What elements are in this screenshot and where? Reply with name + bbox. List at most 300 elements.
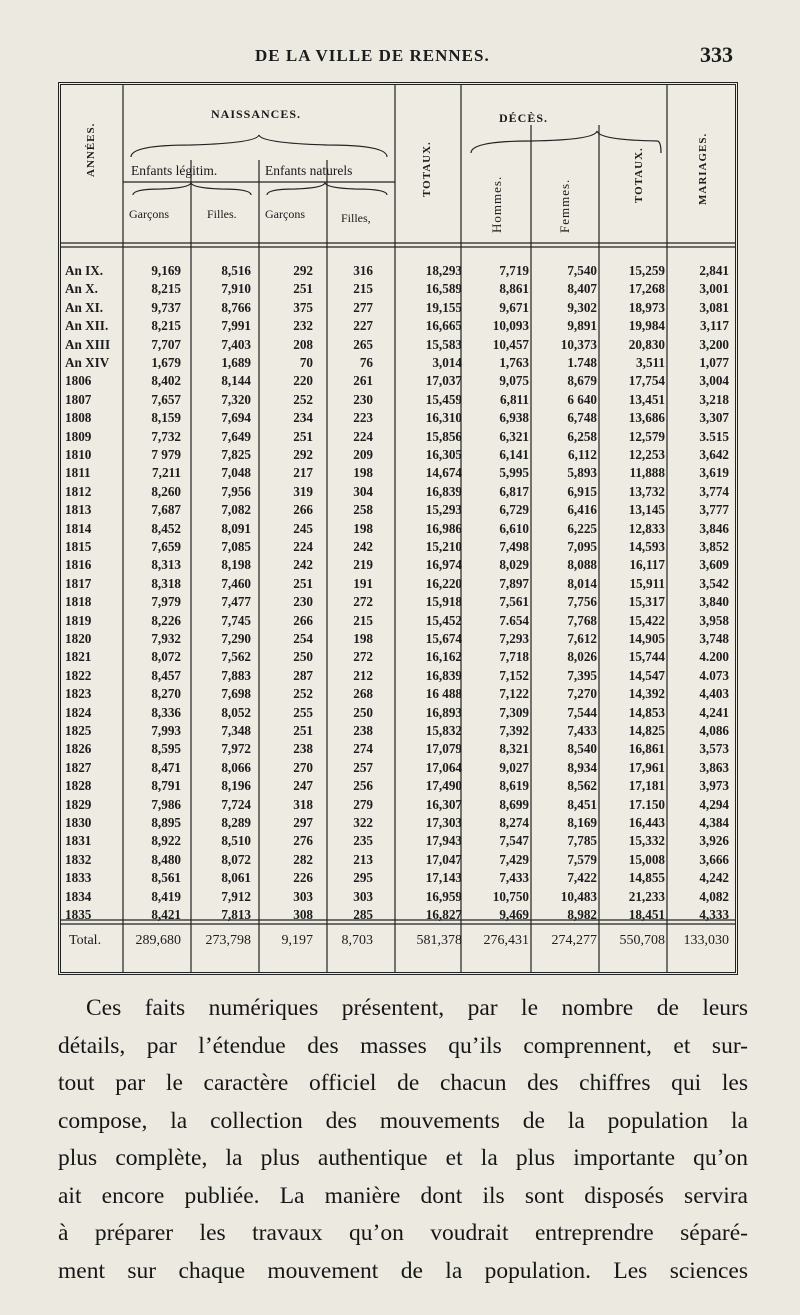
year-cell: 1806 [65,373,92,389]
table-cell: 8,407 [567,281,597,297]
table-cell: 7,659 [151,539,181,554]
year-cell: 1818 [65,594,92,610]
year-cell: An XIV [65,355,110,370]
table-cell: 4.200 [699,649,729,665]
table-cell: 5,995 [499,465,529,481]
table-cell: 7,912 [221,888,251,904]
table-cell: 224 [353,428,373,444]
table-row [61,521,735,538]
table-cell: 268 [353,686,373,702]
table-cell: 17,064 [425,759,462,775]
table-cell: 7,211 [152,465,181,481]
table-cell: 17,047 [425,851,462,867]
table-cell: 8,679 [567,373,597,389]
text-line: Ces faits numériques présentent, par le nombre de leurs [86,995,748,1021]
table-cell: 251 [293,281,313,297]
table-row [61,723,735,740]
table-row [61,429,735,446]
table-cell: 8,088 [567,557,597,573]
table-cell: 6 640 [567,391,597,407]
table-cell: 4,403 [699,686,729,702]
year-cell: 1822 [65,667,92,683]
table-cell: 7,293 [499,631,529,646]
text-line: ment sur chaque mouvement de la population. Les sciences [58,1257,748,1284]
table-cell: 272 [353,649,373,665]
table-cell: 272 [353,594,373,610]
table-cell: 15,210 [425,539,462,554]
table-cell: 3,973 [699,778,729,794]
table-cell: 7,290 [221,631,251,646]
table-cell: 8,510 [221,833,251,849]
table-cell: 3,642 [699,447,729,462]
table-cell: 7,095 [567,539,597,554]
table-cell: 7,719 [499,263,529,278]
total-row [61,933,735,953]
year-cell: An XI. [65,299,104,315]
running-title: DE LA VILLE DE RENNES. [255,46,490,65]
table-cell: 3,001 [699,281,729,297]
table-cell: 8,091 [221,520,251,536]
table-cell: 12,579 [628,428,665,444]
table-cell: 274 [353,741,373,757]
table-row [61,576,735,593]
table-cell: 7,979 [151,594,181,610]
year-cell: 1808 [65,410,92,426]
table-cell: 8,336 [151,704,181,720]
table-cell: 8,318 [151,575,181,591]
table-row [61,649,735,666]
table-cell: 15,856 [425,428,462,444]
table-cell: 7,562 [221,649,251,665]
table-row [61,447,735,464]
header-filles-naturels: Filles, [341,211,371,225]
table-row [61,539,735,556]
table-cell: 7,085 [221,539,251,554]
table-cell: 265 [353,336,373,352]
table-cell: 7,152 [499,667,529,683]
table-cell: 7,732 [151,428,181,444]
table-cell: 223 [353,410,373,426]
table-cell: 15,452 [425,612,462,628]
table-cell: 8,260 [151,483,181,499]
table-cell: 16,861 [628,741,665,757]
table-cell: 15,459 [425,391,462,407]
table-cell: 8,313 [151,557,181,573]
table-cell: 15,744 [628,649,665,665]
table-cell: 7,825 [221,447,251,462]
table-cell: 8,540 [567,741,597,757]
statistics-table [58,82,738,975]
table-cell: 8,144 [221,373,251,389]
table-cell: 15,317 [628,594,665,610]
table-cell: 7,972 [221,741,251,757]
table-cell: 227 [353,318,373,334]
table-cell: 7,910 [221,281,251,297]
year-cell: 1820 [65,631,92,646]
table-cell: 8,196 [221,778,251,794]
table-cell: 8,562 [567,778,597,794]
table-cell: 17,079 [425,741,462,757]
table-cell: 21,233 [628,888,665,904]
table-cell: 9,075 [499,373,529,389]
table-cell: 3,852 [699,539,729,554]
table-cell: 12,833 [628,520,665,536]
table-cell: 15,911 [629,575,665,591]
year-cell: 1816 [65,557,92,573]
table-cell: 14,593 [628,539,665,554]
table-cell: 7,392 [499,723,529,738]
table-cell: 8,457 [151,667,181,683]
table-cell: 1.748 [567,355,597,370]
table-cell: 3,081 [699,299,729,315]
table-cell: 8,934 [567,759,597,775]
table-cell: 8,861 [499,281,529,297]
table-cell: 13,686 [628,410,665,426]
total-cell: 274,277 [551,933,597,948]
table-cell: 8,072 [221,851,251,867]
table-cell: 16,220 [425,575,462,591]
table-cell: 1,077 [699,355,729,370]
table-cell: 16,974 [425,557,462,573]
table-row [61,907,735,924]
table-cell: 16,310 [425,410,462,426]
table-cell: 3,573 [699,741,729,757]
table-cell: 282 [293,851,313,867]
table-cell: 235 [353,833,373,849]
table-cell: 16,589 [425,281,462,297]
table-row [61,797,735,814]
table-cell: 308 [293,907,313,922]
table-cell: 16 488 [425,686,462,702]
table-cell: 255 [293,704,313,720]
header-mariages: MARIAGES. [697,132,709,205]
table-cell: 15,259 [628,263,665,278]
year-cell: 1824 [65,704,92,720]
table-cell: 9,891 [567,318,597,334]
table-cell: 3,748 [699,631,729,646]
total-cell: 8,703 [341,933,373,948]
table-row [61,760,735,777]
table-cell: 251 [293,428,313,444]
table-cell: 4,333 [699,907,729,922]
table-cell: 7,718 [499,649,529,665]
table-cell: 16,307 [425,796,462,812]
table-cell: 7,768 [567,612,597,628]
table-cell: 198 [353,520,373,536]
table-cell: 7,498 [499,539,529,554]
table-cell: 6,748 [567,410,597,426]
table-cell: 3,777 [699,502,729,518]
table-cell: 10,483 [560,888,597,904]
table-cell: 15,293 [425,502,462,518]
table-cell: 17,268 [628,281,665,297]
table-cell: 322 [353,815,373,830]
table-cell: 70 [299,355,313,370]
table-row [61,852,735,869]
table-cell: 8,421 [151,907,181,922]
table-row [61,870,735,887]
table-cell: 16,827 [425,907,462,922]
total-cell: 276,431 [483,933,529,948]
header-hommes: Hommes. [489,175,504,233]
table-row [61,281,735,298]
table-cell: 7,403 [221,336,251,352]
table-row [61,355,735,372]
table-cell: 7,348 [221,723,251,738]
table-cell: 3,117 [700,318,729,334]
table-row [61,815,735,832]
text-line: à préparer les travaux qu’on voudrait entreprendre séparé- [58,1220,748,1246]
table-cell: 6,938 [499,410,529,426]
header-enfants-naturels: Enfants naturels [265,163,353,178]
table-row [61,373,735,390]
table-cell: 295 [353,870,373,886]
table-cell: 7,657 [151,391,181,407]
table-cell: 375 [293,299,313,315]
table-row [61,557,735,574]
year-cell: 1817 [65,575,92,591]
total-cell: 581,378 [416,933,462,948]
table-cell: 7.654 [499,612,529,628]
table-cell: 7,986 [151,796,181,812]
year-cell: 1825 [65,723,92,738]
table-cell: 12,253 [628,447,665,462]
year-cell: 1835 [65,907,92,922]
table-cell: 215 [353,612,373,628]
table-cell: 7,082 [221,502,251,518]
table-cell: 7,897 [499,575,529,591]
table-cell: 8,791 [151,778,181,794]
table-cell: 7,756 [567,594,597,610]
table-cell: 18,451 [628,907,665,922]
table-cell: 16,162 [425,649,462,665]
year-cell: 1811 [65,465,91,481]
table-cell: 3,609 [699,557,729,573]
table-cell: 238 [293,741,313,757]
table-cell: 7,270 [567,686,597,702]
table-cell: 261 [353,373,373,389]
table-cell: 1,763 [499,355,529,370]
header-garcons-legitimes: Garçons [129,207,169,221]
table-cell: 16,839 [425,667,462,683]
text-line: détails, par l’étendue des masses qu’ils comprennent, et sur- [58,1032,748,1059]
table-row [61,741,735,758]
table-cell: 304 [353,483,373,499]
table-cell: 8,052 [221,704,251,720]
table-cell: 16,893 [425,704,462,720]
table-cell: 220 [293,373,313,389]
table-cell: 7,579 [567,851,597,867]
table-cell: 9,469 [499,907,529,922]
table-cell: 6,811 [500,391,529,407]
table-cell: 3,774 [699,483,729,499]
table-row [61,631,735,648]
table-cell: 6,141 [499,447,529,462]
table-cell: 266 [293,612,313,628]
year-cell: 1819 [65,612,92,628]
table-cell: 8,215 [151,281,181,297]
text-line: ait encore publiée. La manière dont ils sont disposés servira [58,1182,748,1209]
year-cell: 1834 [65,888,92,904]
table-cell: 8,516 [221,263,251,278]
table-cell: 7,320 [221,391,251,407]
table-cell: 7,122 [499,686,529,702]
table-cell: 292 [293,447,313,462]
table-cell: 3,511 [636,355,665,370]
table-cell: 8,066 [221,759,251,775]
table-cell: 17,961 [628,759,665,775]
table-cell: 19,984 [628,318,665,334]
table-cell: 4,294 [699,796,729,812]
table-cell: 16,986 [425,520,462,536]
text-line: tout par le caractère officiel de chacun des chiffres qui les [58,1070,748,1096]
year-cell: 1830 [65,815,92,830]
table-cell: 270 [293,759,313,775]
year-cell: 1828 [65,778,92,794]
table-cell: 3,619 [699,465,729,481]
total-cell: 273,798 [205,933,251,948]
year-cell: An XII. [65,318,109,334]
table-cell: 6,915 [567,483,597,499]
table-cell: 3,926 [699,833,729,849]
year-cell: An IX. [65,263,104,278]
table-cell: 6,729 [499,502,529,518]
table-cell: 8,895 [151,815,181,830]
table-cell: 6,112 [568,447,597,462]
table-cell: 14,825 [628,723,665,738]
table-cell: 17,143 [425,870,462,886]
total-cell: 133,030 [683,933,729,948]
table-cell: 8,169 [567,815,597,830]
year-cell: 1823 [65,686,92,702]
table-cell: 256 [353,778,373,794]
table-cell: 76 [359,355,373,370]
table-cell: 8,451 [567,796,597,812]
table-cell: 9,737 [151,299,181,315]
table-cell: 14,853 [628,704,665,720]
table-cell: 3,666 [699,851,729,867]
table-cell: 3,958 [699,612,729,628]
table-cell: 266 [293,502,313,518]
table-cell: 8,072 [151,649,181,665]
table-cell: 297 [293,815,313,830]
table-cell: 16,959 [425,888,462,904]
table-cell: 224 [293,539,313,554]
year-cell: An XIII [65,336,111,352]
table-cell: 276 [293,833,313,849]
table-cell: 6,225 [567,520,597,536]
table-cell: 8,159 [151,410,181,426]
table-cell: 17,303 [425,815,462,830]
year-cell: 1832 [65,851,92,867]
year-cell: 1810 [65,447,92,462]
year-cell: 1831 [65,833,92,849]
table-cell: 277 [353,299,373,315]
text-line: plus complète, la plus authentique et la plus importante qu’on [58,1145,748,1171]
table-cell: 13,145 [628,502,665,518]
table-cell: 191 [353,575,373,591]
table-cell: 17,490 [425,778,462,794]
table-cell: 252 [293,686,313,702]
table-cell: 13,451 [628,391,665,407]
table-cell: 287 [293,667,313,683]
table-cell: 303 [293,888,313,904]
table-cell: 15,422 [628,612,665,628]
table-cell: 3,307 [699,410,729,426]
table-cell: 1,679 [151,355,181,370]
table-cell: 1,689 [221,355,251,370]
table-cell: 8,480 [151,851,181,867]
table-cell: 8,198 [221,557,251,573]
table-cell: 8,215 [151,318,181,334]
table-cell: 7,547 [499,833,529,849]
table-cell: 8,452 [151,520,181,536]
table-cell: 252 [293,391,313,407]
table-cell: 250 [293,649,313,665]
table-cell: 319 [293,483,313,499]
table-cell: 316 [353,263,373,278]
table-cell: 7,309 [499,704,529,720]
header-femmes: Femmes. [557,178,572,233]
table-cell: 7,745 [221,612,251,628]
table-cell: 230 [293,594,313,610]
table-cell: 198 [353,465,373,481]
table-cell: 8,029 [499,557,529,573]
table-cell: 10,093 [492,318,529,334]
header-totaux-deces: TOTAUX. [633,147,645,203]
table-cell: 226 [293,870,313,886]
table-cell: 217 [293,465,313,481]
table-cell: 15,332 [628,833,665,849]
table-cell: 279 [353,796,373,812]
table-cell: 9,302 [567,299,597,315]
table-cell: 4,384 [699,815,729,830]
table-cell: 16,839 [425,483,462,499]
text-line: compose, la collection des mouvements de la population la [58,1107,748,1134]
table-cell: 7,813 [221,907,251,922]
year-cell: 1821 [65,649,92,665]
year-cell: 1827 [65,759,92,775]
table-cell: 7,433 [499,870,529,886]
table-cell: 238 [353,723,373,738]
table-cell: 19,155 [425,299,462,315]
table-cell: 16,665 [425,318,462,334]
table-cell: 17.150 [628,796,665,812]
table-cell: 7,612 [567,631,597,646]
total-label: Total. [69,933,102,948]
year-cell: An X. [65,281,98,297]
table-cell: 234 [293,410,313,426]
table-cell: 11,888 [629,465,665,481]
table-cell: 3,542 [699,575,729,591]
table-cell: 198 [353,631,373,646]
table-cell: 318 [293,796,313,812]
table-cell: 8,561 [151,870,181,886]
table-cell: 7,707 [151,336,181,352]
year-cell: 1812 [65,483,92,499]
table-cell: 8,922 [151,833,181,849]
table-cell: 9,027 [499,759,529,775]
table-cell: 8,982 [567,907,597,922]
table-cell: 2,841 [699,263,729,278]
table-row [61,502,735,519]
header-garcons-naturels: Garçons [265,207,305,221]
table-cell: 215 [353,281,373,297]
table-cell: 9,671 [499,299,529,315]
table-cell: 4,241 [699,704,729,720]
table-cell: 7,724 [221,796,251,812]
table-cell: 16,443 [628,815,665,830]
